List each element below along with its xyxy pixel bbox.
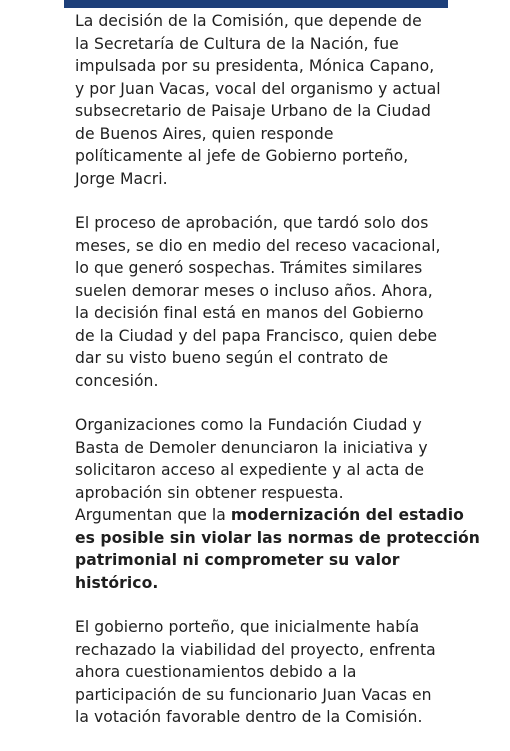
paragraph-approval-process [75,212,443,392]
text-line: ahora cuestionamientos debido a la [75,663,357,681]
text-line: dar su visto bueno según el contrato de [75,349,389,367]
text-line: La decisión de la Comisión, que depende de [75,12,422,30]
text-line: meses, se dio en medio del receso vacacional, [75,236,441,255]
text-line-mixed [75,504,464,527]
text-line: la Secretaría de Cultura de la Nación, fue [75,34,399,53]
text-line: políticamente al jefe de Gobierno porteño, [75,147,409,165]
text-line: de Buenos Aires, quien responde [75,124,334,143]
text-line: de la Ciudad y del papa Francisco, quien debe [75,326,438,345]
paragraph-organizations [75,414,480,594]
text-line: Jorge Macri. [75,169,168,188]
paragraph-city-government [75,616,443,729]
text-line: solicitaron acceso al expediente y al acta de [75,461,425,479]
top-header-strip [64,0,448,8]
text-line: El proceso de aprobación, que tardó solo dos [75,214,429,232]
text-line: suelen demorar meses o incluso años. Ahora, [75,281,433,300]
text-line: impulsada por su presidenta, Mónica Capano, [75,57,435,75]
bold-text: modernización del estadio [230,506,464,524]
text-line: aprobación sin obtener respuesta. [75,483,344,502]
bold-text-line: es posible sin violar las normas de protección [75,528,480,547]
text-line: Basta de Demoler denunciaron la iniciativa y [75,438,428,457]
text-line: rechazado la viabilidad del proyecto, enfrenta [75,640,436,659]
article-body [75,10,480,751]
bold-text-line: patrimonial ni comprometer su valor [75,551,400,569]
text-line: participación de su funcionario Juan Vacas en [75,685,432,704]
text-line: El gobierno porteño, que inicialmente había [75,618,420,636]
text-line: subsecretario de Paisaje Urbano de la Ciudad [75,102,431,120]
bold-text-line: histórico. [75,573,159,592]
text-line: Organizaciones como la Fundación Ciudad y [75,416,422,434]
text-line: la votación favorable dentro de la Comisión. [75,708,423,726]
text-line: lo que generó sospechas. Trámites similares [75,259,423,277]
paragraph-commission-decision [75,10,443,190]
text-line: concesión. [75,371,159,390]
plain-text: Argumentan que la [75,506,231,524]
text-line: y por Juan Vacas, vocal del organismo y actual [75,79,441,98]
text-line: la decisión final está en manos del Gobierno [75,304,424,322]
